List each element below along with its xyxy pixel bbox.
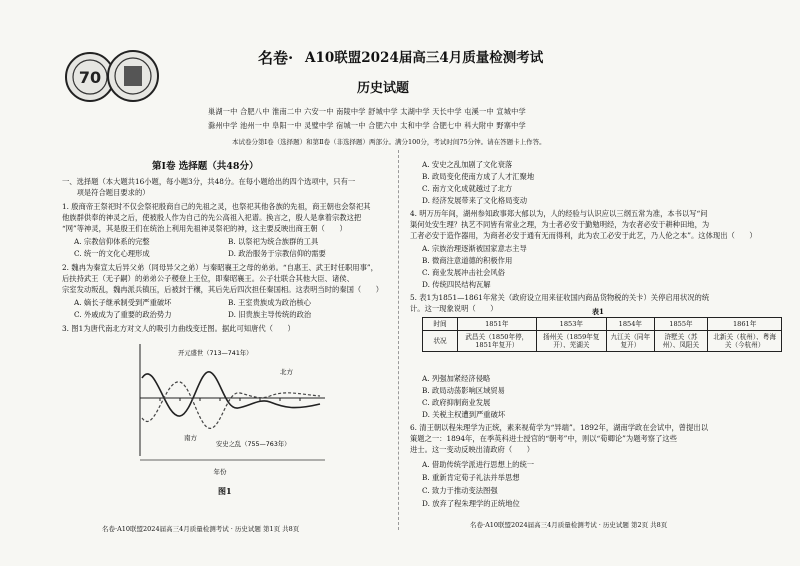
q6-stem-line: 6. 清王朝以程朱理学为正统，素来视荀学为“异端”。1892年，湖南学政在会试中，曾提出以 — [410, 423, 708, 432]
table-cell: 九江关（同年复开） — [607, 331, 655, 352]
q6-option-d: D. 放弃了程朱理学的正统地位 — [422, 499, 520, 508]
q2-option-d: D. 旧贵族主导传统的政治 — [228, 310, 312, 319]
figure-caption: 图1 — [218, 486, 232, 496]
schools-line-2: 滁州中学 池州一中 阜阳一中 灵璧中学 宿城一中 合肥六中 太和中学 合肥七中 科大附中 野寨中学 — [208, 121, 526, 130]
q6-stem-line: 进士。这一变动反映出清政府（ ） — [410, 445, 535, 454]
footer-page-2: 名卷·A10联盟2024届高三4月质量检测考试 · 历史试题 第2页 共8页 — [470, 521, 668, 529]
table-header-cell: 1861年 — [708, 318, 782, 331]
table-1-title: 表1 — [592, 307, 604, 316]
q5-option-b: B. 政局动荡影响区域贸易 — [422, 386, 505, 395]
footer-page-1: 名卷·A10联盟2024届高三4月质量检测考试 · 历史试题 第1页 共8页 — [102, 525, 300, 533]
q6-stem-line: 策题之一：1894年，在季英科进士授官的“朝考”中，则以“荀卿论”为题考察了这些 — [410, 434, 677, 443]
q1-stem-line: “网”等神灵，其是殷王们在统治上利用先祖神灵祭祀的神，这主要反映出商王朝（ ） — [62, 224, 347, 233]
table-row — [423, 331, 782, 352]
exam-brand-prefix: 名卷· — [258, 49, 294, 67]
q2-stem-line: 宗室发动叛乱，魏冉派兵镇压，后被封于穰，其后先后四次担任秦国相。这表明当时的秦国（ ） — [62, 285, 384, 294]
q3-option-b: B. 政局变化使南方成了人才汇聚地 — [422, 172, 535, 181]
label-kaiyuan: 开元盛世（713—741年） — [178, 350, 253, 357]
q2-option-a: A. 嫡长子继承制受到严重破坏 — [74, 298, 172, 307]
section-intro-line: 项是符合题目要求的） — [62, 188, 150, 197]
q1-option-a: A. 宗教信仰体系的完整 — [74, 237, 150, 246]
exam-title: A10联盟2024届高三4月质量检测考试 — [305, 50, 544, 66]
q2-stem-line: 2. 魏冉为秦宣太后异父弟（同母异父之弟）与秦昭襄王之母的弟弟。“自惠王、武王时任职用事”， — [62, 263, 378, 272]
table-cell: 扬州关（1859年复开）、芜湖关 — [536, 331, 606, 352]
table-header-cell: 1855年 — [654, 318, 708, 331]
north-curve — [142, 372, 320, 416]
q1-stem-line: 他族群供奉的神灵之后，使被殷人作为自己的先公高祖入祀谱。换言之，殷人是拿着宗教这把 — [62, 213, 362, 222]
q6-option-a: A. 借助传统学派进行思想上的统一 — [422, 460, 535, 469]
section-title: 第Ⅰ卷 选择题（共48分） — [152, 161, 259, 172]
q5-option-c: C. 政府抑制商业发展 — [422, 398, 491, 407]
label-south: 南方 — [184, 434, 197, 442]
q4-option-a: A. 宗族治理逐渐被国家意志主导 — [422, 244, 527, 253]
table-header-row — [423, 318, 782, 331]
figure-1-curve-chart — [120, 338, 330, 486]
q4-option-c: C. 商业发展冲击社会风俗 — [422, 268, 505, 277]
q5-stem-line: 5. 表1为1851—1861年常关（政府设立用来征收国内商品货物税的关卡）关停启用状况的统 — [410, 293, 710, 302]
table-header-cell: 1853年 — [536, 318, 606, 331]
q5-option-d: D. 关税主权遭到严重破坏 — [422, 410, 506, 419]
q2-stem-line: 后扶持武王（无子嗣）的弟弟公子稷登上王位，即秦昭襄王。公子壮联合其他大臣、诸侯、 — [62, 274, 354, 283]
q3-option-d: D. 经济发展带来了文化格局变动 — [422, 196, 528, 205]
table-header-cell: 1851年 — [458, 318, 537, 331]
subject-title: 历史试题 — [357, 81, 410, 96]
section-intro-line: 一、选择题（本大题共16小题，每小题3分，共48分。在每小题给出的四个选项中，只有一 — [62, 177, 356, 186]
label-anshi: 安史之乱（755—763年） — [216, 441, 291, 448]
table-cell: 武昌关（1850年停，1851年复开） — [458, 331, 537, 352]
table-row-label: 状况 — [423, 331, 458, 352]
q1-option-c: C. 统一的文化心理形成 — [74, 249, 150, 258]
x-axis-label: 年份 — [213, 468, 227, 476]
table-header-cell: 1854年 — [607, 318, 655, 331]
table-cell: 浒墅关（苏州）、凤阳关 — [654, 331, 708, 352]
table-header-cell: 时间 — [423, 318, 458, 331]
label-north: 北方 — [280, 368, 293, 376]
q5-stem-line: 计。这一现象说明（ ） — [410, 304, 498, 313]
table-1 — [422, 317, 782, 352]
q2-option-c: C. 外戚成为了重要的政治势力 — [74, 310, 172, 319]
q4-stem-line: 4. 明万历年间，湖州参知政事郑大郁以为，人的经验与认识应以三纲五常为准，本书以写“问 — [410, 209, 708, 218]
q4-option-d: D. 传统四民结构瓦解 — [422, 280, 491, 289]
q1-option-d: D. 政治服务于宗教信仰的需要 — [228, 249, 326, 258]
q3-stem: 3. 图1为唐代南北方对文人的吸引力曲线变迁图。据此可知唐代（ ） — [62, 324, 295, 333]
q6-option-c: C. 致力于推动变法图强 — [422, 486, 498, 495]
schools-line-1: 巢湖一中 合肥八中 淮南二中 六安一中 南陵中学 舒城中学 太湖中学 天长中学 屯溪一中 宣城中学 — [208, 107, 526, 116]
school-seal-logo-right — [107, 50, 159, 102]
q1-stem-line: 1. 殷商帝王祭祀时不仅会祭祀殷商自己的先祖之灵，也祭祀其他各族的先祖，商王朝也会祭祀其 — [62, 202, 371, 211]
q2-option-b: B. 王室贵族成为政治核心 — [228, 298, 311, 307]
svg-text:70: 70 — [78, 68, 102, 87]
q3-option-c: C. 南方文化成就越过了北方 — [422, 184, 513, 193]
exam-notice: 本试卷分第Ⅰ卷（选择题）和第Ⅱ卷（非选择题）两部分。满分100分，考试时间75分钟。请在答题卡上作答。 — [232, 138, 546, 146]
q6-option-b: B. 重新肯定荀子礼法并举思想 — [422, 473, 520, 482]
q4-option-b: B. 微商注意道德的积极作用 — [422, 256, 513, 265]
table-cell: 北新关（杭州）、粤海关（今杭州） — [708, 331, 782, 352]
q5-option-a: A. 列强加紧经济侵略 — [422, 374, 491, 383]
q3-option-a: A. 安史之乱加剧了文化衰落 — [422, 160, 513, 169]
q1-option-b: B. 以祭祀为统合族群的工具 — [228, 237, 319, 246]
page-divider — [398, 150, 400, 530]
q4-stem-line: 渠何处安生理？执艺不同皆有常业之理，为士者必安于勤勉明经，为农者必安于耕种田地，为 — [410, 220, 710, 229]
q4-stem-line: 工者必安于造作器用，为商者必安于通有无而得利，此为农工必安于此艺，乃人伦之本”。这体现出（ ） — [410, 231, 757, 240]
